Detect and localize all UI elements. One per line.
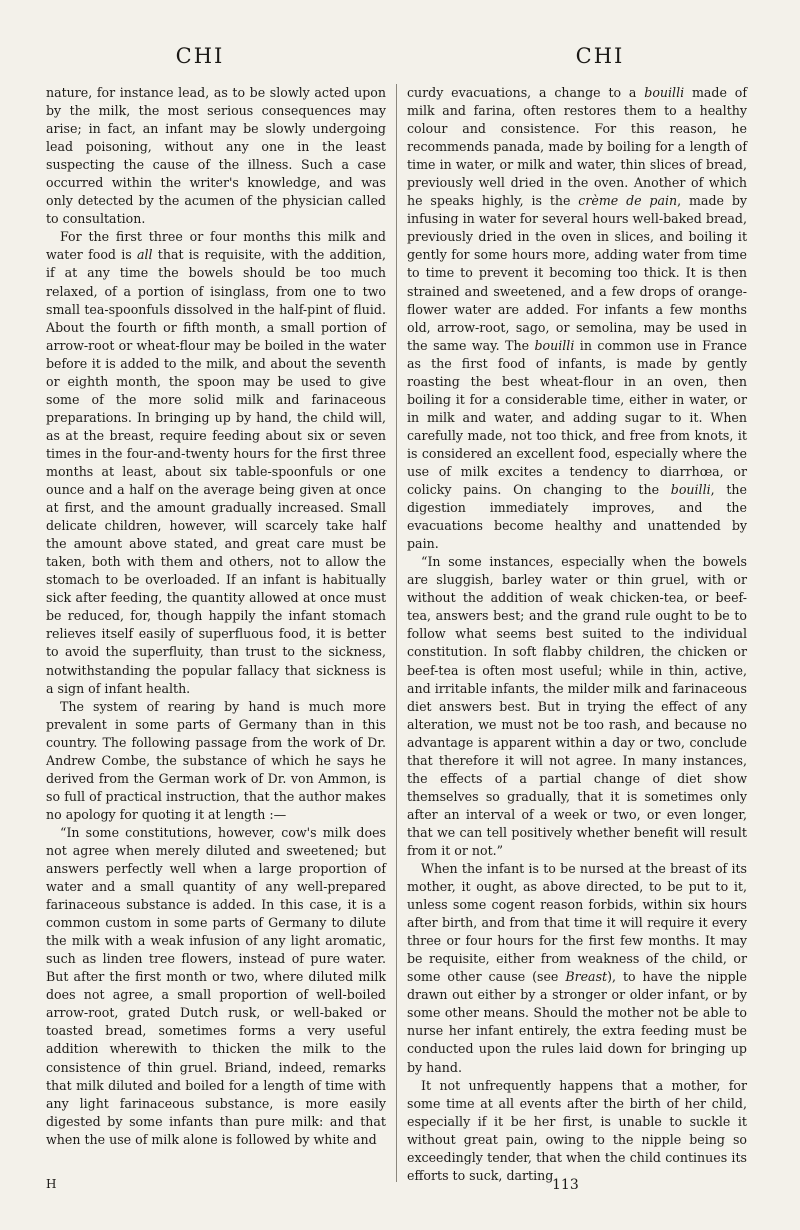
italic-term: bouilli	[534, 337, 575, 353]
right-paragraph: “In some instances, especially when the bowels are sluggish, barley water or thin gruel, with or without the addition of weak chicken-tea, or beef-tea, answers best; and the grand rule ought to be to follow what seems best suited to the individual constitution. In soft flabby children, the chicken or beef-tea is often most useful; while in thin, active, and irritable infants, the milder milk and farinaceous diet answers best. But in trying the effect of any alteration, we must not be too rash, and because no advantage is apparent within a day or two, conclude that therefore it will not agree. In many instances, the effects of a partial change of diet show themselves so gradually, that it is sometimes only after an interval of a week or two, or even longer, that we can tell positively whether benefit will result from it or not.”	[407, 554, 747, 858]
italic-term: bouilli	[644, 85, 685, 100]
column-divider	[396, 84, 397, 1182]
left-paragraph: nature, for instance lead, as to be slowly acted upon by the milk, the most serious consequences may arise; in fact, an infant may be slowly undergoing lead poisoning, without any one in the least suspecting the cause of the illness. Such a case occurred within the writer's knowledge, and was only detected by the acumen of the physician called to consultation.	[46, 85, 386, 227]
right-paragraph: It not unfrequently happens that a mother, for some time at all events after the birth of her child, especially if it be her first, is unable to suckle it without great pain, owing to the nipple being so exceedingly tender, that when the child continues its efforts to suck, darting	[407, 1077, 747, 1183]
page-number: 113	[552, 1177, 579, 1193]
italic-term: bouilli	[670, 482, 711, 498]
header-right: CHI	[575, 44, 625, 68]
header-left: CHI	[175, 44, 225, 68]
signature-mark: H	[46, 1177, 57, 1191]
left-paragraph: The system of rearing by hand is much more prevalent in some parts of Germany than in this country. The following passage from the work of Dr. Andrew Combe, the substance of which he says he derived from the German work of Dr. von Ammon, is so full of practical instruction, that the author makes no apology for quoting it at length :—	[46, 698, 386, 822]
italic-term: Breast	[565, 969, 608, 985]
italic-term: all	[136, 247, 153, 263]
right-paragraph: curdy evacuations, a change to a bouilli made of milk and farina, often restores them to a healthy colour and consistence. For this reason, he recommends panada, made by boiling for a length of time in water, or milk and water, thin slices of bread, previously well dried in the oven. Another of which he speaks highly, is the crème de pain, made by infusing in water for several hours well-baked bread, previously dried in the oven in slices, and boiling it gently for some hours more, adding water from time to time to prevent it becoming too thick. It is then strained and sweetened, and a few drops of orange-flower water are added. For infants a few months old, arrow-root, sago, or semolina, may be used in the same way. The bouilli in common use in France as the first food of infants, is made by gently roasting the best wheat-flour in an oven, then boiling it for a considerable time, either in water, or in milk and water, and adding sugar to it. When carefully made, not too thick, and free from knots, it is considered an excellent food, especially where the use of milk excites a tendency to diarrhœa, or colicky pains. On changing to the bouilli, the digestion immediately improves, and the evacuations become healthy and unattended by pain.	[407, 85, 748, 552]
left-paragraph: “In some constitutions, however, cow's milk does not agree when merely diluted and sweetened; but answers perfectly well when a large proportion of water and a small quantity of any well-prepared farinaceous substance is added. In this case, it is a common custom in some parts of Germany to dilute the milk with a weak infusion of any light aromatic, such as linden tree flowers, instead of pure water. But after the first month or two, where diluted milk does not agree, a small proportion of well-boiled arrow-root, grated Dutch rusk, or well-baked or toasted bread, sometimes forms a very useful addition wherewith to thicken the milk to the consistence of thin gruel. Briand, indeed, remarks that milk diluted and boiled for a length of time with any light farinaceous substance, is more easily digested by some infants than pure milk: and that when the use of milk alone is followed by white and	[46, 824, 386, 1147]
right-paragraph: When the infant is to be nursed at the breast of its mother, it ought, as above directed, to be put to it, unless some cogent reason forbids, within six hours after birth, and from that time it will require it every three or four hours for the first few months. It may be requisite, either from weakness of the child, or some other cause (see Breast), to have the nipple drawn out either by a stronger or older infant, or by some other means. Should the mother not be able to nurse her infant entirely, the extra feeding must be conducted upon the rules laid down for bringing up by hand.	[407, 861, 747, 1075]
italic-term: crème de pain	[578, 193, 678, 209]
running-header	[0, 44, 800, 78]
right-column	[407, 84, 747, 1185]
left-column	[46, 84, 386, 1149]
left-paragraph: For the first three or four months this milk and water food is all that is requisite, with the addition, if at any time the bowels should be too much relaxed, of a portion of isinglass, from one to two small tea-spoonfuls dissolved in the half-pint of fluid. About the fourth or fifth month, a small portion of arrow-root or wheat-flour may be boiled in the water before it is added to the milk, and about the seventh or eighth month, the spoon may be used to give some of the more solid milk and farinaceous preparations. In bringing up by hand, the child will, as at the breast, require feeding about six or seven times in the four-and-twenty hours for the first three months at least, about six table-spoonfuls or one ounce and a half on the average being given at once at first, and the amount gradually increased. Small delicate children, however, will scarcely take half the amount above stated, and great care must be taken, both with them and others, not to allow the stomach to be overloaded. If an infant is habitually sick after feeding, the quantity allowed at once must be reduced, for, though happily the infant stomach relieves itself easily of superfluous food, it is better to avoid the superfluity, than trust to the sickness, notwithstanding the popular fallacy that sickness is a sign of infant health.	[46, 229, 386, 696]
